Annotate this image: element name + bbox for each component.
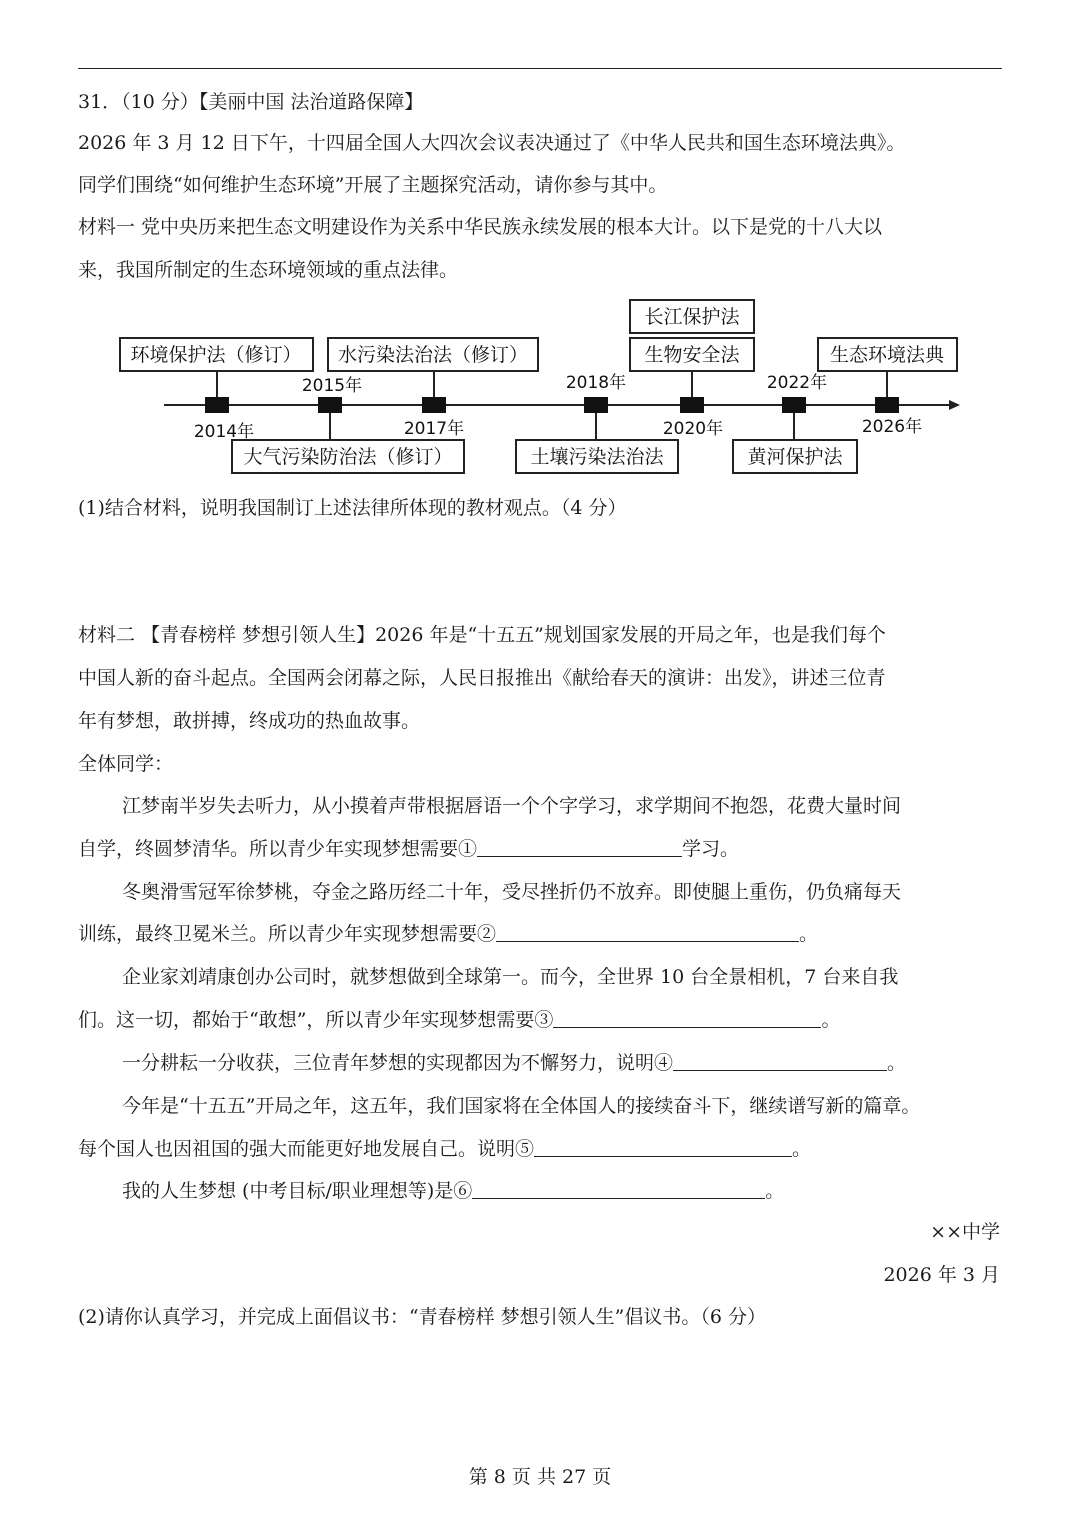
- marker-2017: [422, 397, 446, 413]
- paragraph-4-end: 。: [887, 1052, 907, 1074]
- answer-blank-2[interactable]: [496, 921, 799, 942]
- law-2014: 环境保护法（修订）: [130, 344, 302, 366]
- paragraph-3b-end: 。: [821, 1009, 841, 1031]
- paragraph-1b-end: 学习。: [682, 838, 740, 860]
- law-2020-yangtze: 长江保护法: [644, 306, 740, 328]
- paragraph-6: [122, 1178, 784, 1204]
- signature: ××中学: [930, 1221, 1000, 1243]
- date: 2026 年 3 月: [883, 1264, 1000, 1286]
- question-2: (2)请你认真学习，并完成上面倡议书：“青春榜样 梦想引领人生”倡议书。（6 分）: [78, 1306, 767, 1328]
- law-2017: 水污染法治法（修订）: [337, 344, 529, 366]
- marker-2018: [584, 397, 608, 413]
- year-2018: 2018年: [565, 373, 627, 393]
- law-2026: 生态环境法典: [829, 344, 945, 366]
- paragraph-2b: [78, 921, 818, 947]
- law-2020-biosafety: 生物安全法: [644, 344, 740, 366]
- material2-line-2: 中国人新的奋斗起点。全国两会闭幕之际，人民日报推出《献给春天的演讲：出发》，讲述三位青: [78, 667, 886, 689]
- question-header: 31．（10 分）【美丽中国 法治道路保障】: [78, 91, 424, 113]
- year-2022: 2022年: [766, 373, 828, 393]
- paragraph-5b: [78, 1136, 811, 1162]
- marker-2020: [680, 397, 704, 413]
- header-rule: [78, 68, 1002, 69]
- material2-line-3: 年有梦想，敢拼搏，终成功的热血故事。: [78, 710, 421, 732]
- paragraph-6-text: 我的人生梦想 (中考目标/职业理想等)是⑥: [122, 1180, 473, 1202]
- question-1: (1)结合材料，说明我国制订上述法律所体现的教材观点。（4 分）: [78, 497, 627, 519]
- year-2014: 2014年: [193, 422, 255, 442]
- answer-blank-1[interactable]: [477, 836, 682, 857]
- paragraph-1a: 江梦南半岁失去听力，从小摸着声带根据唇语一个个字学习，求学期间不抱怨，花费大量时间: [122, 795, 902, 817]
- marker-2026: [875, 397, 899, 413]
- answer-blank-4[interactable]: [673, 1050, 887, 1071]
- paragraph-1b-text: 自学，终圆梦清华。所以青少年实现梦想需要①: [78, 838, 478, 860]
- law-2018: 土壤污染法治法: [530, 446, 664, 468]
- law-timeline: [0, 290, 1080, 490]
- paragraph-2a: 冬奥滑雪冠军徐梦桃，夺金之路历经二十年，受尽挫折仍不放弃。即使腿上重伤，仍负痛每天: [122, 881, 902, 903]
- year-2015: 2015年: [301, 376, 363, 396]
- paragraph-3a: 企业家刘靖康创办公司时，就梦想做到全球第一。而今，全世界 10 台全景相机，7 台来自我: [122, 966, 899, 988]
- page-footer: 第 8 页 共 27 页: [468, 1466, 612, 1488]
- paragraph-6-end: 。: [765, 1180, 785, 1202]
- year-2017: 2017年: [403, 419, 465, 439]
- intro-line-1: 2026 年 3 月 12 日下午，十四届全国人大四次会议表决通过了《中华人民共和国生态环境法典》。: [78, 132, 906, 154]
- law-2015: 大气污染防治法（修订）: [243, 446, 453, 468]
- year-2020: 2020年: [662, 419, 724, 439]
- answer-blank-3[interactable]: [553, 1007, 821, 1028]
- material1-line-1: 材料一 党中央历来把生态文明建设作为关系中华民族永续发展的根本大计。以下是党的十八大以: [78, 216, 883, 238]
- marker-2022: [782, 397, 806, 413]
- paragraph-3b-text: 们。这一切，都始于“敢想”，所以青少年实现梦想需要③: [78, 1009, 554, 1031]
- material2-line-1: 材料二 【青春榜样 梦想引领人生】2026 年是“十五五”规划国家发展的开局之年，也是我们每个: [78, 624, 886, 646]
- timeline-arrow: [949, 400, 960, 410]
- year-2026: 2026年: [861, 417, 923, 437]
- paragraph-2b-text: 训练，最终卫冕米兰。所以青少年实现梦想需要②: [78, 923, 497, 945]
- paragraph-3b: [78, 1007, 840, 1033]
- intro-line-2: 同学们围绕“如何维护生态环境”开展了主题探究活动，请你参与其中。: [78, 174, 668, 196]
- salutation: 全体同学：: [78, 753, 174, 775]
- paragraph-4-text: 一分耕耘一分收获，三位青年梦想的实现都因为不懈努力，说明④: [122, 1052, 674, 1074]
- paragraph-1b: [78, 836, 739, 862]
- paragraph-2b-end: 。: [799, 923, 819, 945]
- paragraph-5b-text: 每个国人也因祖国的强大而能更好地发展自己。说明⑤: [78, 1138, 535, 1160]
- paragraph-5a: 今年是“十五五”开局之年，这五年，我们国家将在全体国人的接续奋斗下，继续谱写新的篇章。: [122, 1095, 921, 1117]
- paragraph-5b-end: 。: [792, 1138, 812, 1160]
- answer-blank-5[interactable]: [534, 1136, 792, 1157]
- material1-line-2: 来，我国所制定的生态环境领域的重点法律。: [78, 259, 459, 281]
- law-2022: 黄河保护法: [747, 446, 843, 468]
- paragraph-4: [122, 1050, 906, 1076]
- marker-2014: [205, 397, 229, 413]
- marker-2015: [318, 397, 342, 413]
- answer-blank-6[interactable]: [472, 1178, 765, 1199]
